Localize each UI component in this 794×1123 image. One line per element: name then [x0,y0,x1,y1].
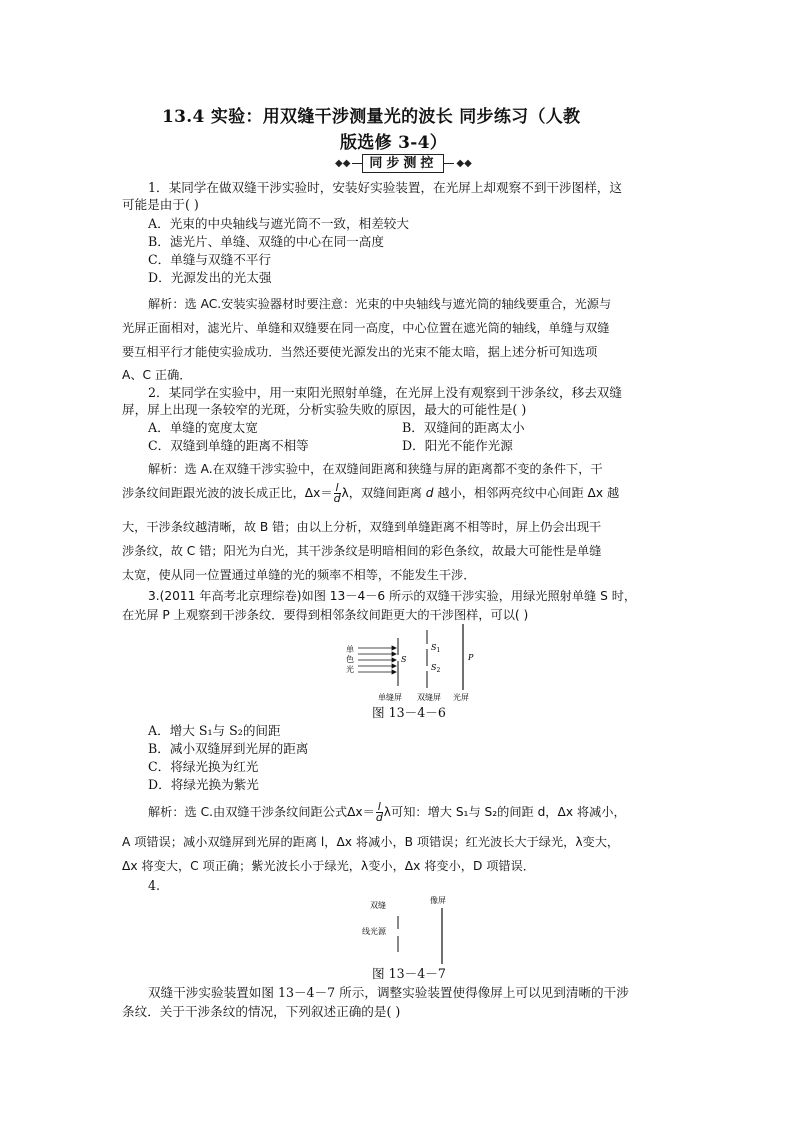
q1-option-b: B．滤光片、单缝、双缝的中心在同一高度 [148,234,384,249]
fraction-numerator: l [377,800,381,813]
label-single-slit-screen: 单缝屏 [378,693,402,702]
q2-analysis-line-1: 解析：选 A.在双缝干涉实验中，在双缝间距离和狭缝与屏的距离都不变的条件下，干 [148,462,603,476]
q1-option-c: C．单缝与双缝不平行 [148,252,271,267]
figure-13-4-6-caption: 图 13－4－6 [372,705,446,720]
figure-13-4-7 [358,892,468,966]
title-line-1: 13.4 实验：用双缝干涉测量光的波长 同步练习（人教 [162,107,581,127]
q2-fraction [334,483,341,504]
q1-analysis-line-2: 光屏正面相对，滤光片、单缝和双缝要在同一高度，中心位置在遮光筒的轴线，单缝与双缝 [122,321,610,335]
fraction-denominator: d [333,492,341,505]
q2-analysis-line-2 [122,483,619,504]
label-s2: $S_2$ [431,663,441,674]
q2-analysis-line-5: 太宽，使从同一位置通过单缝的光的频率不相等，不能发生干涉． [122,568,476,582]
q2-analysis-line-4: 涉条纹，故 C 错；阳光为白光，其干涉条纹是明暗相间的彩色条纹，故最大可能性是单缝 [122,544,602,558]
q1-stem-line-2: 可能是由于( ) [122,197,199,212]
q3-stem-line-1: 3.(2011 年高考北京理综卷)如图 13－4－6 所示的双缝干涉实验，用绿光照射单缝 S 时， [148,589,637,603]
label-double-slit-screen: 双缝屏 [417,693,441,702]
q1-stem-line-1: 1．某同学在做双缝干涉实验时，安装好实验装置，在光屏上却观察不到干涉图样，这 [148,180,622,195]
q1-analysis-line-4: A、C 正确． [122,368,192,382]
banner-rule-right [444,163,454,164]
title-line-2: 版选修 3-4） [340,133,448,153]
q3-fraction [376,802,383,823]
q4-stem-line-2: 条纹．关于干涉条纹的情况，下列叙述正确的是( ) [122,1004,401,1019]
q3-analysis-text-b: λ可知：增大 S₁与 S₂的间距 d，Δx 将减小， [383,805,626,819]
q3-option-b: B．减小双缝屏到光屏的距离 [148,741,309,756]
q2-option-a: A．单缝的宽度太宽 [148,420,258,435]
q3-stem-line-2: 在光屏 P 上观察到干涉条纹．要得到相邻条纹间距更大的干涉图样，可以( ) [122,608,529,622]
q1-analysis-line-3: 要互相平行才能使实验成功．当然还要使光源发出的光束不能太暗，据上述分析可知选项 [122,345,598,359]
label-image-screen: 像屏 [430,896,446,905]
q2-analysis-line-3: 大，干涉条纹越清晰，故 B 错；由以上分析，双缝到单缝距离不相等时，屏上仍会出现干 [122,520,602,534]
page-title [162,104,682,156]
q2-stem-line-2: 屏，屏上出现一条较窄的光斑，分析实验失败的原因，最大的可能性是( ) [122,402,527,417]
q2-stem-line-1: 2．某同学在实验中，用一束阳光照射单缝，在光屏上没有观察到干涉条纹，移去双缝 [148,385,622,400]
q1-option-d: D．光源发出的光太强 [148,270,272,285]
figure-13-4-7-caption: 图 13－4－7 [372,966,446,981]
q1-analysis-line-1: 解析：选 AC.安装实验器材时要注意：光束的中央轴线与遮光筒的轴线要重合，光源与 [148,297,612,311]
q3-option-d: D．将绿光换为紫光 [148,777,259,792]
fraction-numerator: l [335,481,339,494]
label-light-screen: 光屏 [453,693,469,702]
light-label-1: 单 [346,645,354,654]
banner-rule-left [352,163,362,164]
q2-analysis-text-c: 越小，相邻两亮纹中心间距 Δx 越 [437,486,620,500]
q3-option-c: C．将绿光换为红光 [148,759,259,774]
q3-analysis-line-3: Δx 将变大，C 项正确；紫光波长小于绿光，λ变小，Δx 将变小，D 项错误． [122,859,535,873]
q1-option-a: A．光束的中央轴线与遮光筒不一致，相差较大 [148,216,409,231]
diamond-icon-right: ◆◆ [456,157,472,169]
q2-analysis-text-b: λ，双缝间距离 [341,486,422,500]
section-banner [333,153,474,173]
q3-analysis-line-2: A 项错误；减小双缝屏到光屏的距离 l，Δx 将减小，B 项错误；红光波长大于绿光，λ变大， [122,835,620,849]
label-line-source: 线光源 [362,927,386,936]
q3-analysis-line-1 [148,802,626,823]
label-s: S [401,655,407,664]
light-rays [358,646,396,674]
label-p: P [468,653,474,662]
q2-option-b: B．双缝间的距离太小 [402,420,525,435]
q4-number: 4. [148,878,161,893]
q2-variable-d: d [425,486,434,500]
diamond-icon-left: ◆◆ [335,157,351,169]
q2-option-d: D．阳光不能作光源 [402,438,513,453]
q2-option-c: C．双缝到单缝的距离不相等 [148,438,309,453]
q3-option-a: A．增大 S₁与 S₂的间距 [148,723,281,738]
banner-label: 同步测控 [362,154,444,173]
light-label-3: 光 [346,665,354,674]
figure-13-4-6 [340,622,480,704]
fraction-denominator: d [375,811,383,824]
q4-stem-line-1: 双缝干涉实验装置如图 13－4－7 所示，调整实验装置使得像屏上可以见到清晰的干涉 [148,985,629,1000]
light-label-2: 色 [346,655,354,664]
label-double-slit: 双缝 [370,901,386,910]
label-s1: $S_1$ [431,643,441,654]
q3-analysis-text-a: 解析：选 C.由双缝干涉条纹间距公式Δx＝ [148,805,375,819]
q2-analysis-text-a: 涉条纹间距跟光波的波长成正比，Δx＝ [122,486,333,500]
